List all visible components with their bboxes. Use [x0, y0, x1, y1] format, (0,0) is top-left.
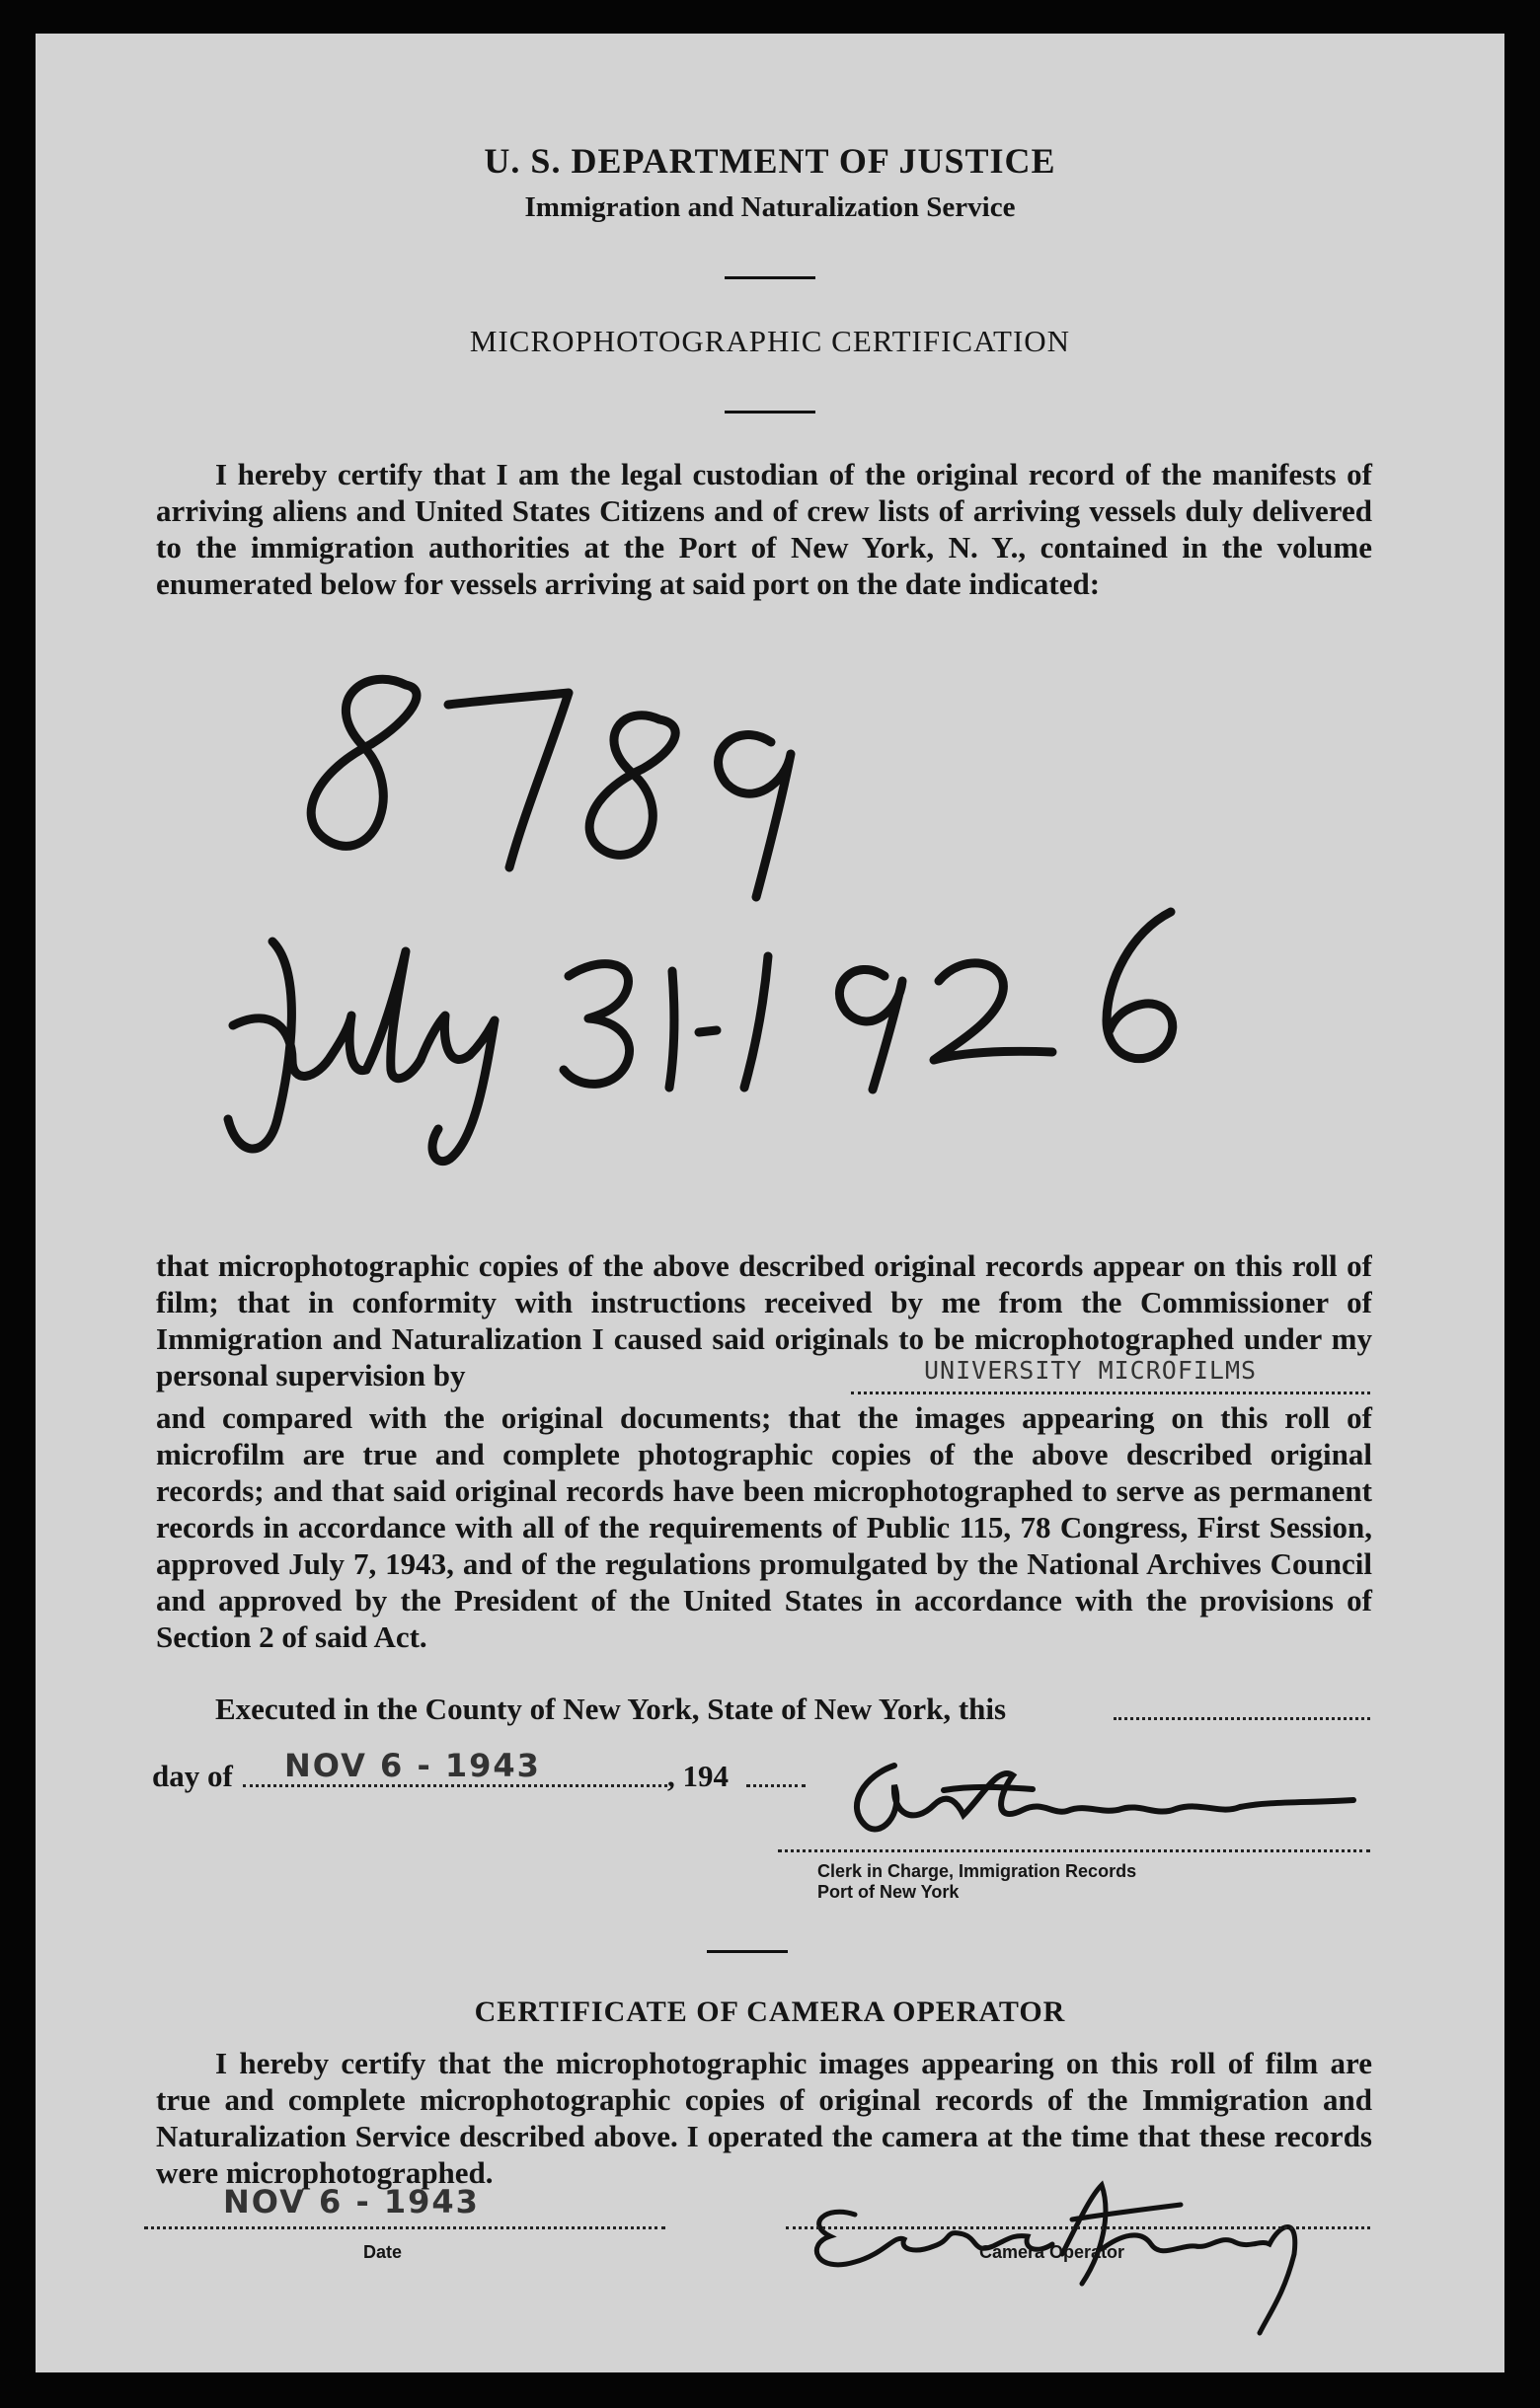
- form-title: MICROPHOTOGRAPHIC CERTIFICATION: [469, 324, 1071, 358]
- supervisor-line: [851, 1392, 1370, 1394]
- service-subheading: Immigration and Naturalization Service: [524, 191, 1016, 223]
- clerk-signature-line: [778, 1849, 1370, 1852]
- handwritten-entry: [184, 645, 1319, 1198]
- camera-operator-label: Camera Operator: [979, 2242, 1125, 2262]
- clerk-title-line2: Port of New York: [817, 1882, 960, 1902]
- camera-operator-text: I hereby certify that the microphotographic images appearing on this roll of film are true and complete microphotographic copies of original records of the Immigration and Naturalization Service described above. I operated the camera at the time that these records were microphotographed.: [156, 2046, 1372, 2190]
- day-of-line: [243, 1784, 667, 1787]
- camera-operator-line: [786, 2226, 1370, 2229]
- camera-date-stamp: NOV 6 - 1943: [223, 2183, 480, 2220]
- divider: [707, 1950, 788, 1953]
- intro-paragraph: I hereby certify that I am the legal custodian of the original record of the manifests of arriving aliens and United States Citizens and of crew lists of arriving vessels duly delivered to the immigration authorities at the Port of New York, N. Y., contained in the volume enumerated below for vessels arriving at said port on the date indicated:: [156, 457, 1372, 601]
- divider: [725, 411, 815, 414]
- executed-statement: Executed in the County of New York, State of New York, this: [215, 1692, 1007, 1726]
- year-label: , 194: [667, 1759, 729, 1793]
- body-paragraph-part1: that microphotographic copies of the above described original records appear on this roll of film; that in conformity with instructions received by me from the Commissioner of Immigration and Naturalization I caused said originals to be microphotographed under my personal supervision by: [156, 1248, 1372, 1392]
- date-stamp: NOV 6 - 1943: [284, 1747, 541, 1784]
- day-of-label: day of: [152, 1759, 233, 1793]
- department-heading: U. S. DEPARTMENT OF JUSTICE: [484, 141, 1056, 181]
- clerk-signature: [825, 1746, 1378, 1854]
- divider: [725, 276, 815, 279]
- body-paragraph-part2: and compared with the original documents; that the images appearing on this roll of microfilm are true and complete photographic copies of the above described original records; and that said original records have been microphotographed to serve as permanent records in accordance with all of the requirements of Public 115, 78 Congress, First Session, approved July 7, 1943, and of the regulations promulgated by the National Archives Council and approved by the President of the United States in accordance with the provisions of Section 2 of said Act.: [156, 1400, 1372, 1654]
- camera-date-line: [144, 2226, 665, 2229]
- supervisor-typed-name: UNIVERSITY MICROFILMS: [924, 1356, 1258, 1385]
- camera-date-label: Date: [363, 2242, 403, 2262]
- year-line: [746, 1784, 806, 1787]
- camera-operator-title: CERTIFICATE OF CAMERA OPERATOR: [474, 1995, 1066, 2028]
- clerk-title-line1: Clerk in Charge, Immigration Records: [817, 1861, 1137, 1881]
- certificate-document: [36, 34, 1504, 2372]
- executed-date-line: [1114, 1717, 1370, 1720]
